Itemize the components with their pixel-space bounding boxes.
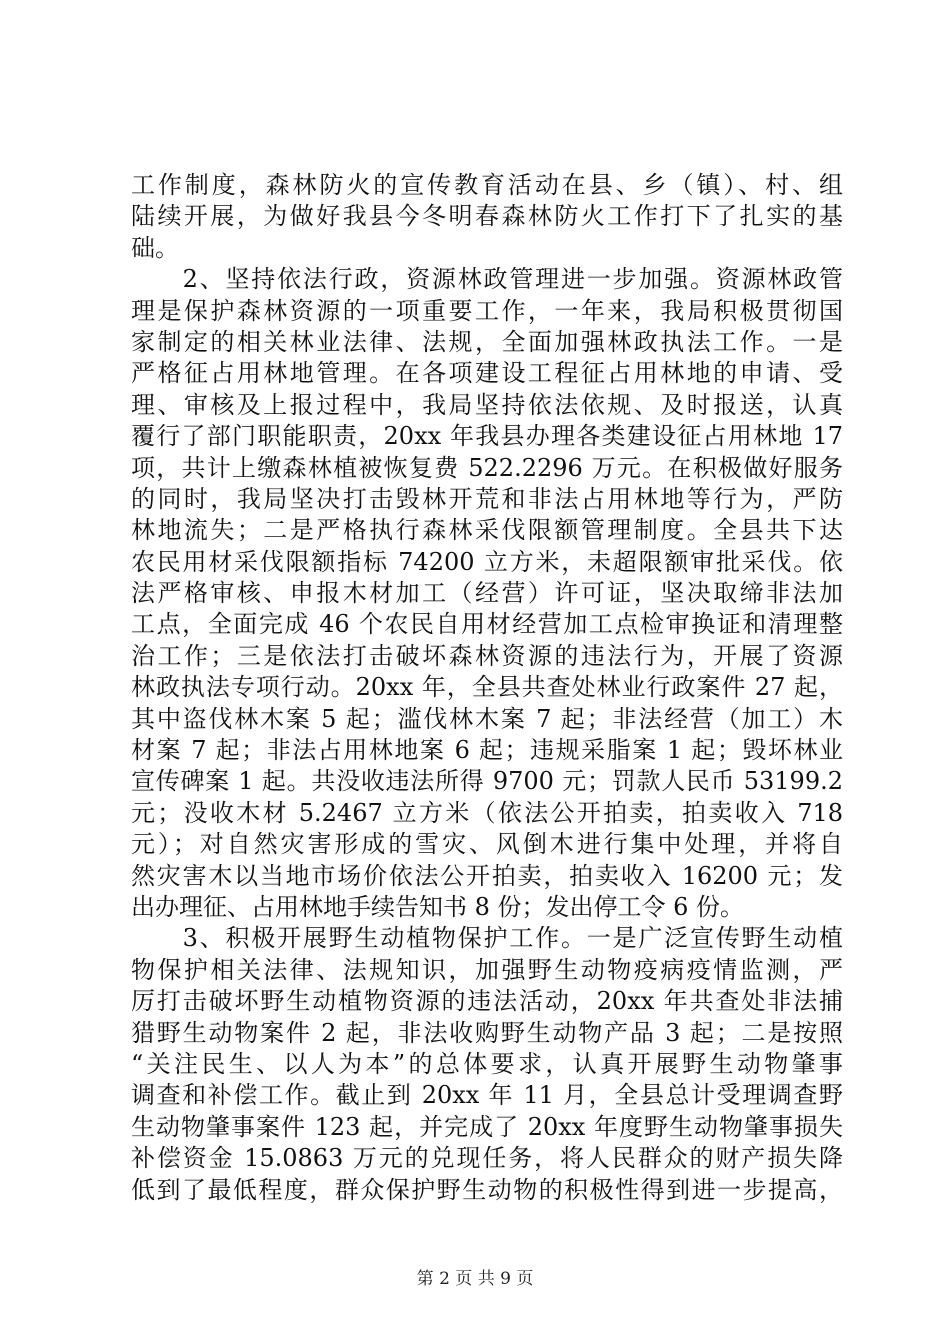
text-line: 工点，全面完成 46 个农民自用材经营加工点检审换证和清理整 — [131, 610, 843, 639]
text-line: 础。 — [131, 233, 179, 262]
text-line: 然灾害木以当地市场价依法公开拍卖，拍卖收入 16200 元；发 — [131, 861, 843, 890]
text-line: 陆续开展，为做好我县今冬明春森林防火工作打下了扎实的基 — [131, 202, 843, 231]
text-line: 治工作；三是依法打击破坏森林资源的违法行为，开展了资源 — [131, 641, 843, 670]
text-line: 家制定的相关林业法律、法规，全面加强林政执法工作。一是 — [131, 327, 843, 356]
text-line: 补偿资金 15.0863 万元的兑现任务，将人民群众的财产损失降 — [131, 1144, 843, 1173]
text-line: 厉打击破坏野生动植物资源的违法活动，20xx 年共查处非法捕 — [131, 987, 843, 1016]
body-text — [131, 170, 843, 1206]
text-line: 其中盗伐林木案 5 起；滥伐林木案 7 起；非法经营（加工）木 — [131, 704, 843, 733]
text-line: 出办理征、占用林地手续告知书 8 份；发出停工令 6 份。 — [131, 892, 745, 921]
page-footer: 第 2 页 共 9 页 — [416, 1269, 534, 1289]
text-line: 材案 7 起；非法占用林地案 6 起；违规采脂案 1 起；毁坏林业 — [131, 736, 843, 765]
text-line: 林地流失；二是严格执行森林采伐限额管理制度。全县共下达 — [131, 516, 843, 545]
text-line: 猎野生动物案件 2 起，非法收购野生动物产品 3 起；二是按照 — [131, 1018, 843, 1047]
text-line: 工作制度，森林防火的宣传教育活动在县、乡（镇）、村、组 — [131, 171, 843, 199]
text-line: 理、审核及上报过程中，我局坚持依法依规、及时报送，认真 — [131, 390, 843, 419]
text-line: 物保护相关法律、法规知识，加强野生动物疫病疫情监测，严 — [131, 955, 843, 984]
text-line: 2、坚持依法行政，资源林政管理进一步加强。资源林政管 — [131, 265, 843, 294]
text-line: 严格征占用林地管理。在各项建设工程征占用林地的申请、受 — [131, 359, 843, 388]
text-line: 理是保护森林资源的一项重要工作，一年来，我局积极贯彻国 — [131, 296, 843, 325]
text-line: “关注民生、以人为本”的总体要求，认真开展野生动物肇事 — [131, 1049, 843, 1078]
text-line: 低到了最低程度，群众保护野生动物的积极性得到进一步提高， — [131, 1175, 843, 1204]
text-line: 生动物肇事案件 123 起，并完成了 20xx 年度野生动物肇事损失 — [131, 1112, 843, 1141]
text-line: 林政执法专项行动。20xx 年，全县共查处林业行政案件 27 起， — [131, 673, 843, 702]
text-line: 元；没收木材 5.2467 立方米（依法公开拍卖，拍卖收入 718 — [131, 798, 843, 827]
text-line: 的同时，我局坚决打击毁林开荒和非法占用林地等行为，严防 — [131, 484, 843, 513]
text-line: 法严格审核、申报木材加工（经营）许可证，坚决取缔非法加 — [131, 579, 843, 608]
text-line: 覆行了部门职能职责，20xx 年我县办理各类建设征占用林地 17 — [131, 422, 843, 451]
text-line: 元）；对自然灾害形成的雪灾、风倒木进行集中处理，并将自 — [131, 830, 843, 859]
text-line: 3、积极开展野生动植物保护工作。一是广泛宣传野生动植 — [131, 924, 843, 953]
text-line: 宣传碑案 1 起。共没收违法所得 9700 元；罚款人民币 53199.2 — [131, 767, 843, 796]
text-line: 项，共计上缴森林植被恢复费 522.2296 万元。在积极做好服务 — [131, 453, 843, 482]
text-line: 农民用材采伐限额指标 74200 立方米，未超限额审批采伐。依 — [131, 547, 843, 576]
text-line: 调查和补偿工作。截止到 20xx 年 11 月，全县总计受理调查野 — [131, 1081, 843, 1110]
